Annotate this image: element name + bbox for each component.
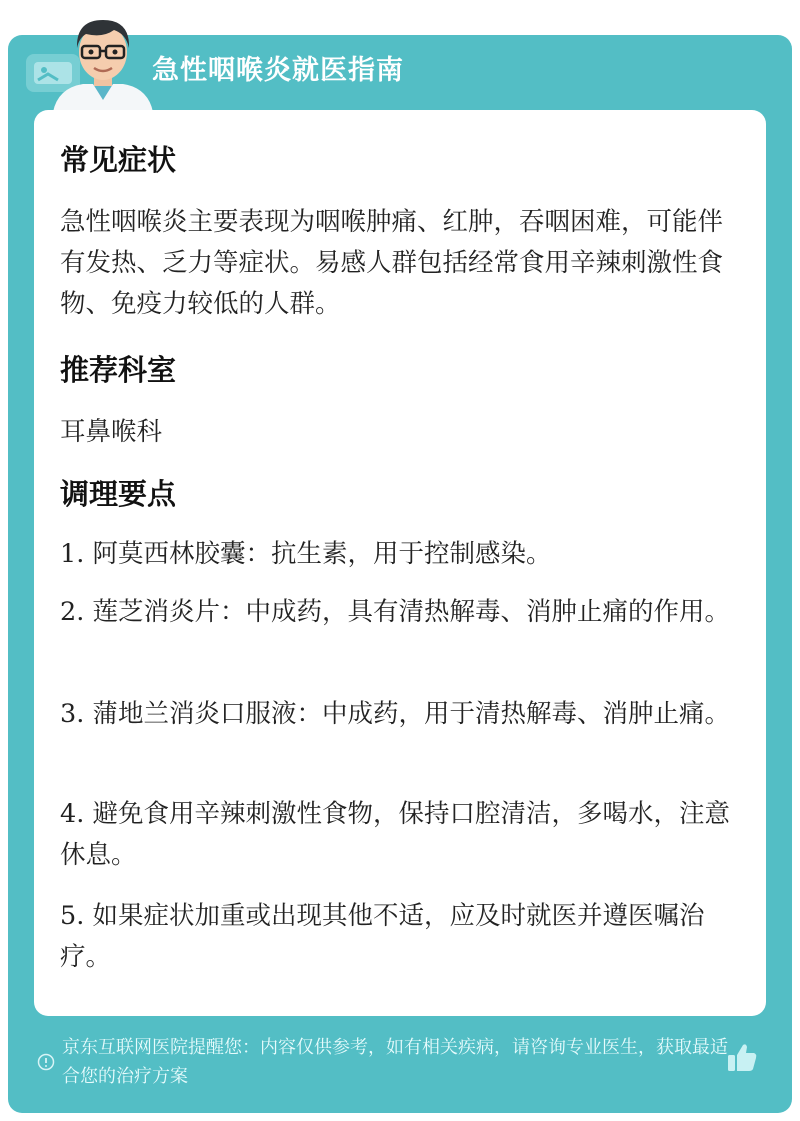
info-icon	[37, 1053, 55, 1071]
thumbs-up-icon[interactable]	[724, 1040, 760, 1076]
department-heading: 推荐科室	[60, 353, 177, 387]
care-item-text: 蒲地兰消炎口服液：中成药，用于清热解毒、消肿止痛。	[92, 699, 730, 729]
care-item-number: 1.	[60, 539, 85, 569]
care-item	[60, 794, 730, 876]
care-item-number: 3.	[60, 699, 85, 729]
doctor-avatar-icon	[48, 8, 158, 112]
care-item	[60, 592, 730, 633]
care-heading: 调理要点	[60, 477, 177, 511]
page-title: 急性咽喉炎就医指南	[152, 55, 404, 86]
content-card	[34, 110, 766, 1016]
care-item-text: 避免食用辛辣刺激性食物，保持口腔清洁，多喝水，注意休息。	[60, 799, 730, 870]
care-item-number: 5.	[60, 901, 85, 931]
symptoms-text: 急性咽喉炎主要表现为咽喉肿痛、红肿，吞咽困难，可能伴有发热、乏力等症状。易感人群包括经常食用辛辣刺激性食物、免疫力较低的人群。	[60, 207, 724, 319]
department-text: 耳鼻喉科	[60, 417, 163, 447]
care-item-number: 4.	[60, 799, 85, 829]
care-item-text: 如果症状加重或出现其他不适，应及时就医并遵医嘱治疗。	[60, 901, 705, 972]
disclaimer-text: 京东互联网医院提醒您：内容仅供参考，如有相关疾病，请咨询专业医生，获取最适合您的治疗方案	[62, 1037, 728, 1087]
care-item-number: 2.	[60, 597, 85, 627]
care-item	[60, 694, 730, 735]
care-item	[60, 896, 730, 978]
care-item-text: 莲芝消炎片：中成药，具有清热解毒、消肿止痛的作用。	[92, 597, 730, 627]
symptoms-heading: 常见症状	[60, 143, 177, 177]
care-item	[60, 534, 730, 575]
care-item-text: 阿莫西林胶囊：抗生素，用于控制感染。	[92, 539, 552, 569]
